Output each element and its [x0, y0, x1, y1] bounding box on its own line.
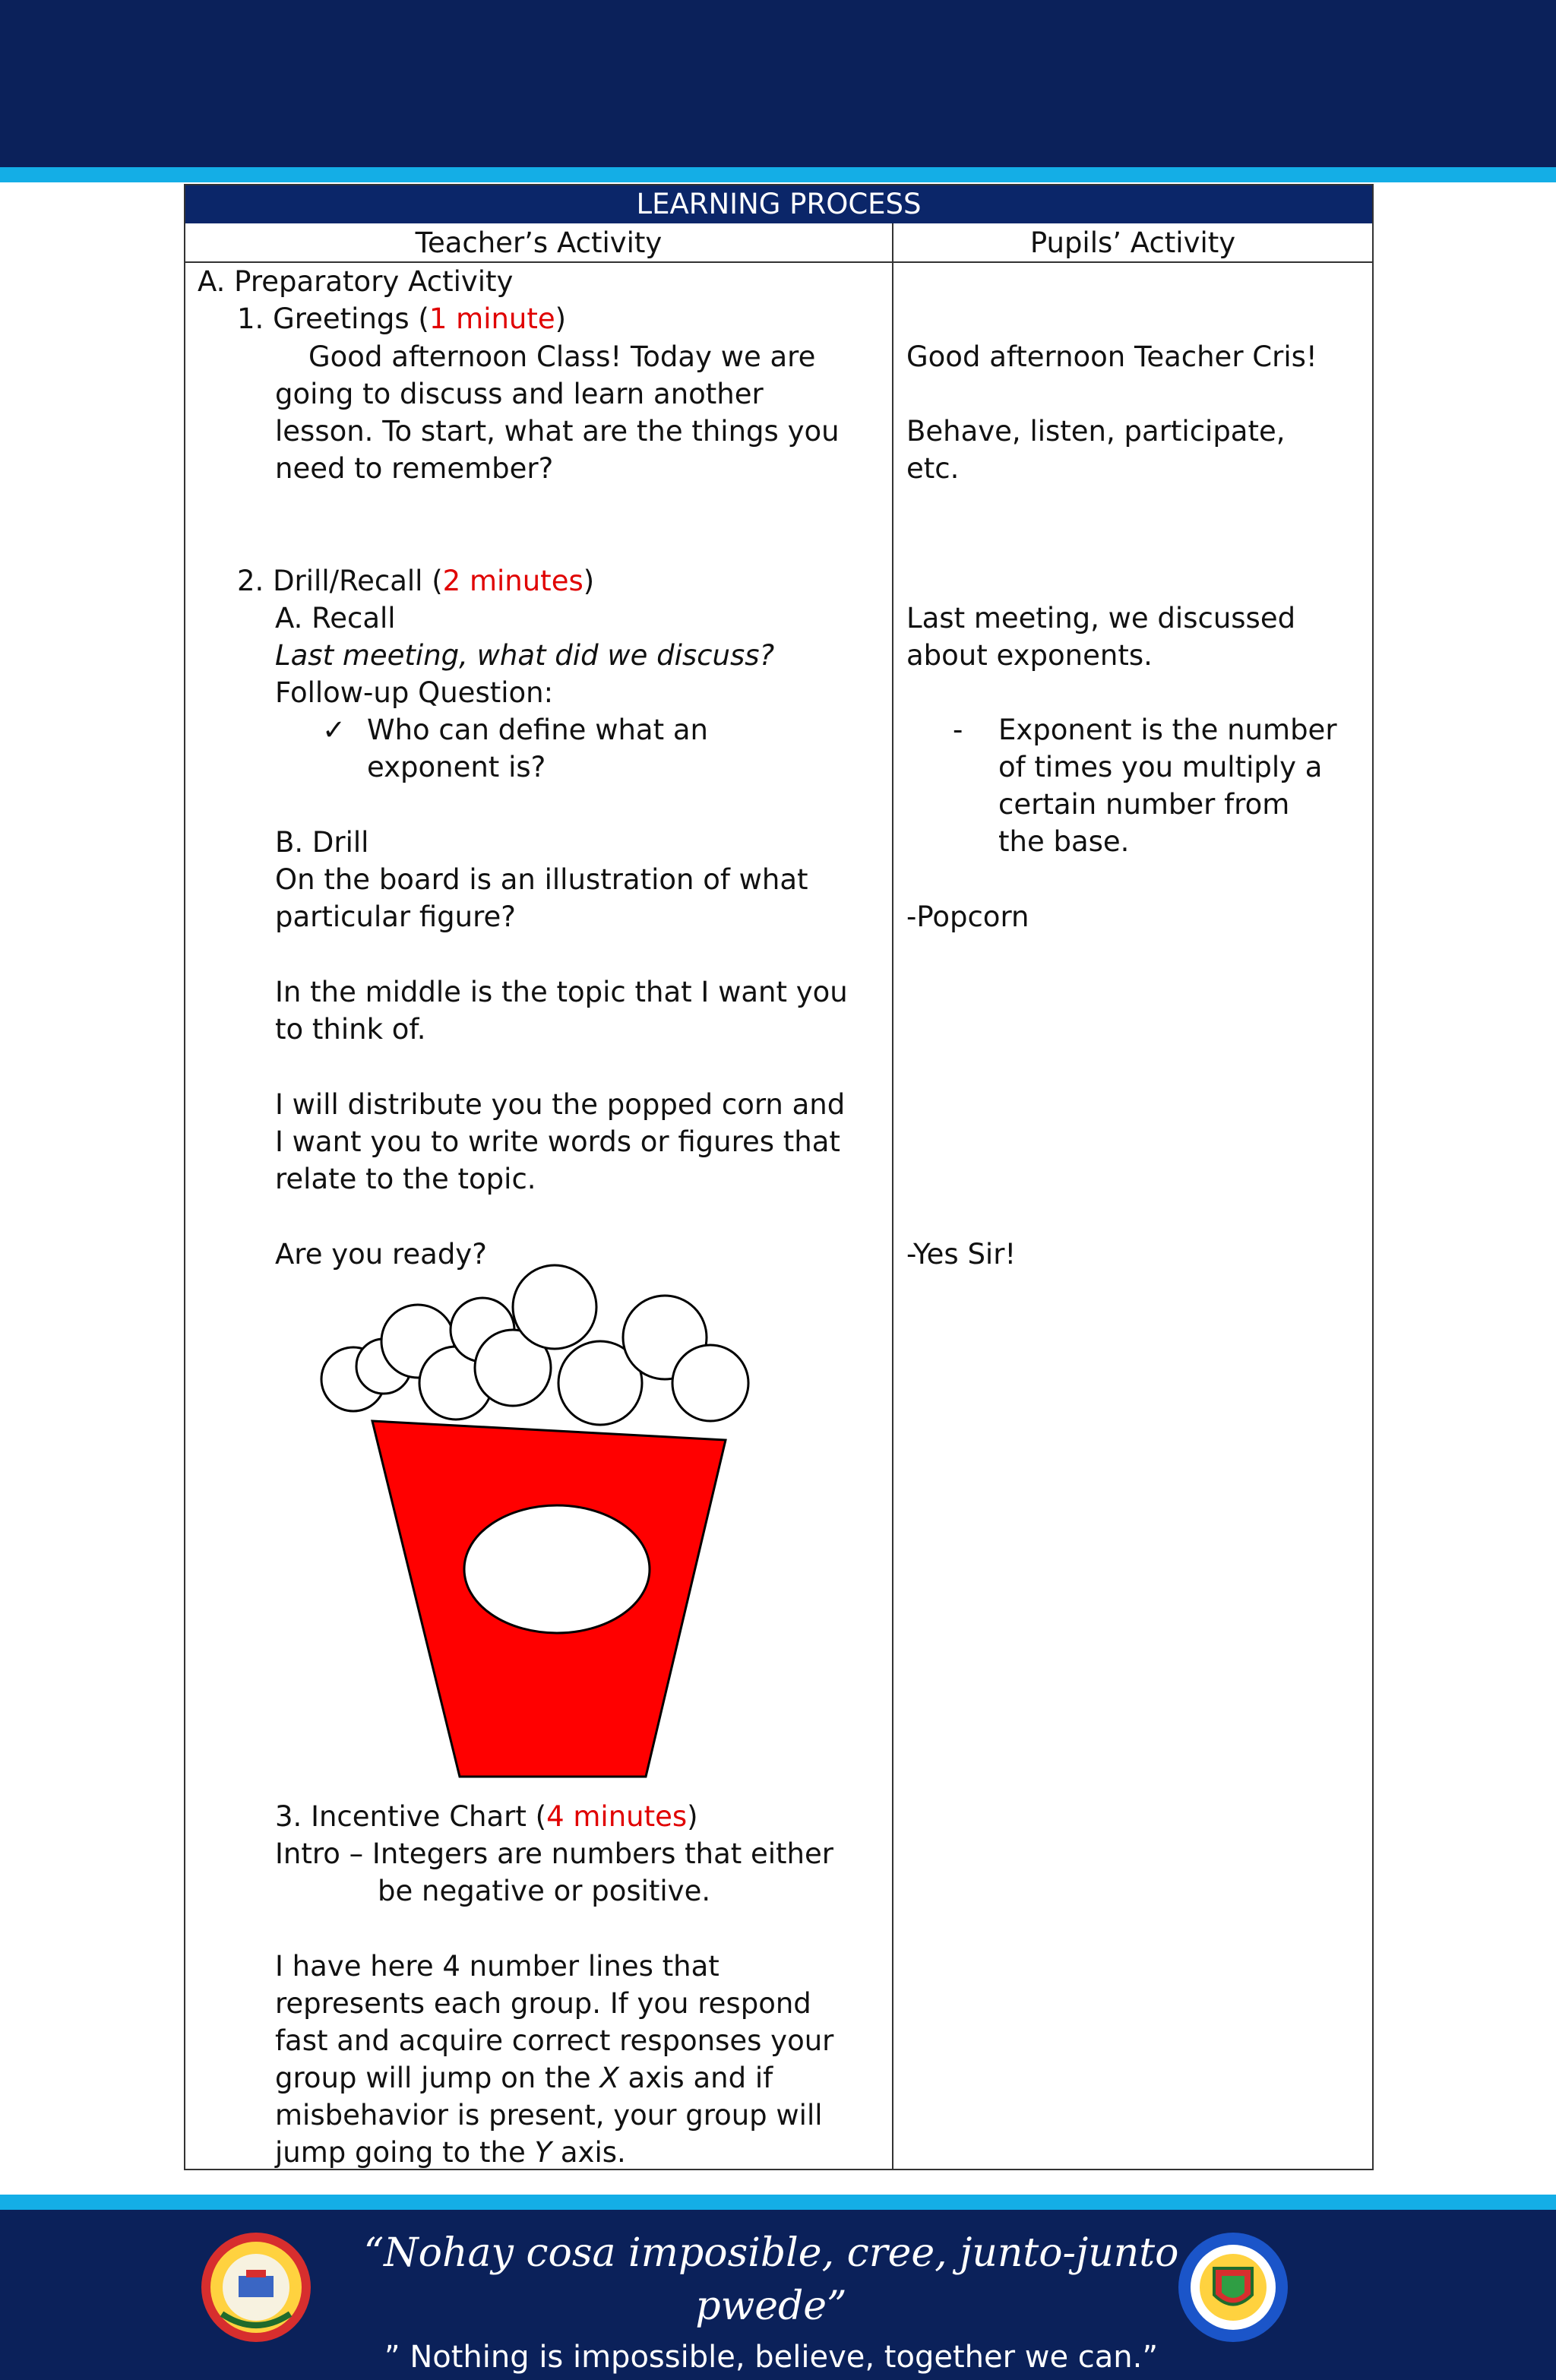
- greetings-time: 1 minute: [429, 302, 555, 335]
- number-lines-5: misbehavior is present, your group will: [275, 2099, 823, 2132]
- drill-line-8: I want you to write words or figures that: [275, 1125, 840, 1158]
- intro-line-1: Intro – Integers are numbers that either: [275, 1837, 833, 1870]
- number-lines-3: fast and acquire correct responses your: [275, 2024, 834, 2057]
- drill-line-11: Are you ready?: [275, 1238, 487, 1271]
- number-lines-2: represents each group. If you respond: [275, 1987, 811, 2020]
- pupils-column-header: Pupils’ Activity: [1029, 226, 1236, 259]
- deped-seal-logo: [199, 2230, 313, 2344]
- footer-motto: [334, 2227, 1208, 2378]
- drill-line-1: On the board is an illustration of what: [275, 863, 808, 896]
- pupils-recall-line-1: Last meeting, we discussed: [906, 602, 1296, 635]
- greeting-line-1: Good afternoon Class! Today we are: [308, 340, 816, 373]
- exponent-line-2: of times you multiply a: [998, 751, 1323, 783]
- pupils-greeting-reply: Good afternoon Teacher Cris!: [906, 340, 1317, 373]
- followup-question-line-2: exponent is?: [367, 751, 546, 783]
- pupils-behave-line-1: Behave, listen, participate,: [906, 415, 1286, 448]
- header-band: [0, 0, 1556, 167]
- exponent-line-3: certain number from: [998, 788, 1290, 821]
- greeting-line-3: lesson. To start, what are the things you: [275, 415, 840, 448]
- recall-heading: A. Recall: [275, 602, 396, 635]
- number-lines-4: group will jump on the X axis and if: [275, 2062, 773, 2094]
- exponent-line-1: Exponent is the number: [998, 714, 1337, 746]
- header-stripe: [0, 167, 1556, 182]
- column-divider: [892, 223, 893, 2169]
- greeting-line-4: need to remember?: [275, 452, 554, 485]
- incentive-time: 4 minutes: [546, 1800, 688, 1833]
- pupils-behave-line-2: etc.: [906, 452, 960, 485]
- drill-line-5: to think of.: [275, 1013, 426, 1046]
- drill-line-7: I will distribute you the popped corn and: [275, 1088, 846, 1121]
- table-title: LEARNING PROCESS: [185, 185, 1372, 223]
- intro-line-2: be negative or positive.: [378, 1875, 711, 1907]
- pupils-recall-line-2: about exponents.: [906, 639, 1153, 672]
- checkmark-icon: ✓: [322, 714, 346, 746]
- drill-recall-heading: 2. Drill/Recall (2 minutes): [237, 565, 595, 597]
- followup-heading: Follow-up Question:: [275, 676, 554, 709]
- motto-english: ” Nothing is impossible, believe, together we can.”: [384, 2340, 1159, 2375]
- greeting-line-2: going to discuss and learn another: [275, 378, 764, 410]
- pupils-popcorn-answer: -Popcorn: [906, 900, 1029, 933]
- preparatory-heading: A. Preparatory Activity: [198, 265, 514, 298]
- number-lines-1: I have here 4 number lines that: [275, 1950, 719, 1983]
- exponent-line-4: the base.: [998, 825, 1130, 858]
- intro-label: Intro –: [275, 1837, 364, 1870]
- drill-time: 2 minutes: [442, 565, 584, 597]
- incentive-heading: 3. Incentive Chart (4 minutes): [275, 1800, 698, 1833]
- recall-question: Last meeting, what did we discuss?: [275, 639, 775, 672]
- drill-heading: B. Drill: [275, 826, 369, 859]
- bullet-dash: -: [953, 714, 963, 746]
- greetings-heading: 1. Greetings (1 minute): [237, 302, 567, 335]
- number-lines-6: jump going to the Y axis.: [275, 2136, 626, 2169]
- popcorn-illustration: [300, 1254, 771, 1786]
- teacher-column-header: Teacher’s Activity: [415, 226, 663, 259]
- drill-line-2: particular figure?: [275, 900, 516, 933]
- pupils-yes-answer: -Yes Sir!: [906, 1238, 1017, 1271]
- followup-question-line-1: Who can define what an: [367, 714, 708, 746]
- drill-line-9: relate to the topic.: [275, 1163, 536, 1195]
- drill-line-4: In the middle is the topic that I want you: [275, 976, 848, 1008]
- footer-stripe: [0, 2195, 1556, 2210]
- motto-bisaya: “Nohay cosa imposible, cree, junto-junto pwede”: [363, 2230, 1179, 2329]
